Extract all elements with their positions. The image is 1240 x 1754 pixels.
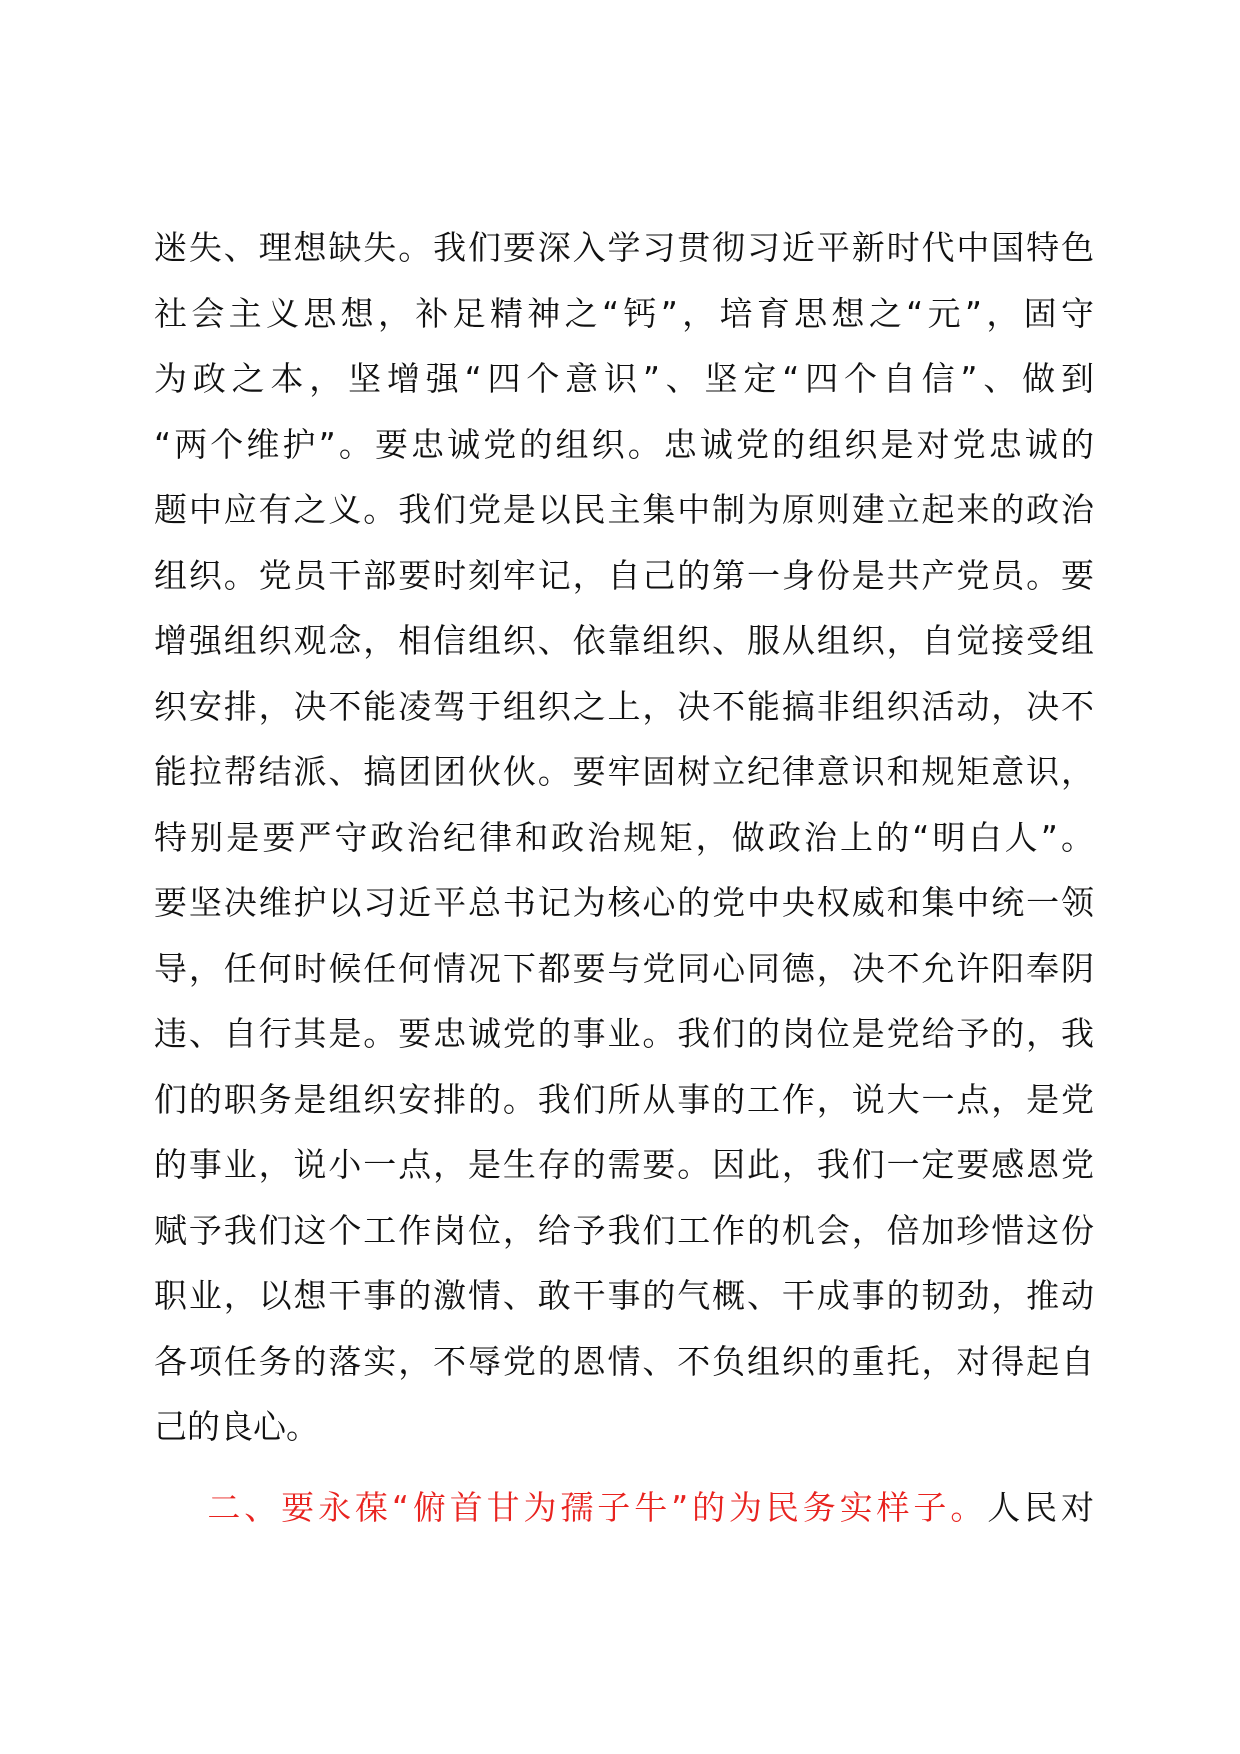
text-line: 社会主义思想，补足精神之“钙”，培育思想之“元”，固守	[154, 293, 1094, 333]
text-line: 增强组织观念，相信组织、依靠组织、服从组织，自觉接受组	[154, 621, 1094, 660]
text-line: 职业，以想干事的激情、敢干事的气概、干成事的韧劲，推动	[154, 1276, 1094, 1315]
text-line: 们的职务是组织安排的。我们所从事的工作，说大一点，是党	[154, 1079, 1094, 1119]
text-line: 迷失、理想缺失。我们要深入学习贯彻习近平新时代中国特色	[154, 228, 1094, 267]
text-line: 能拉帮结派、搞团团伙伙。要牢固树立纪律意识和规矩意识，	[154, 752, 1094, 791]
heading-continuation: 人民对	[987, 1488, 1095, 1527]
text-line: 要坚决维护以习近平总书记为核心的党中央权威和集中统一领	[154, 883, 1094, 922]
body-paragraph	[154, 215, 1094, 1460]
text-line: 特别是要严守政治纪律和政治规矩，做政治上的“明白人”。	[154, 817, 1094, 857]
section-heading: 二、要永葆“俯首甘为孺子牛”的为民务实样子。	[203, 1488, 988, 1527]
text-line: 违、自行其是。要忠诚党的事业。我们的岗位是党给予的，我	[154, 1014, 1094, 1053]
text-line: 织安排，决不能凌驾于组织之上，决不能搞非组织活动，决不	[154, 686, 1094, 726]
text-line: 己的良心。	[154, 1407, 319, 1446]
text-line: 各项任务的落实，不辱党的恩情、不负组织的重托，对得起自	[154, 1341, 1094, 1381]
text-line: 为政之本，坚增强“四个意识”、坚定“四个自信”、做到	[154, 359, 1094, 398]
section-heading-paragraph	[154, 1475, 1094, 1541]
text-line: “两个维护”。要忠诚党的组织。忠诚党的组织是对党忠诚的	[154, 424, 1094, 464]
text-line: 的事业，说小一点，是生存的需要。因此，我们一定要感恩党	[154, 1145, 1094, 1184]
text-line: 赋予我们这个工作岗位，给予我们工作的机会，倍加珍惜这份	[154, 1210, 1094, 1250]
text-line: 组织。党员干部要时刻牢记，自己的第一身份是共产党员。要	[154, 555, 1094, 595]
text-line: 导，任何时候任何情况下都要与党同心同德，决不允许阳奉阴	[154, 948, 1094, 988]
text-line: 题中应有之义。我们党是以民主集中制为原则建立起来的政治	[154, 490, 1094, 529]
